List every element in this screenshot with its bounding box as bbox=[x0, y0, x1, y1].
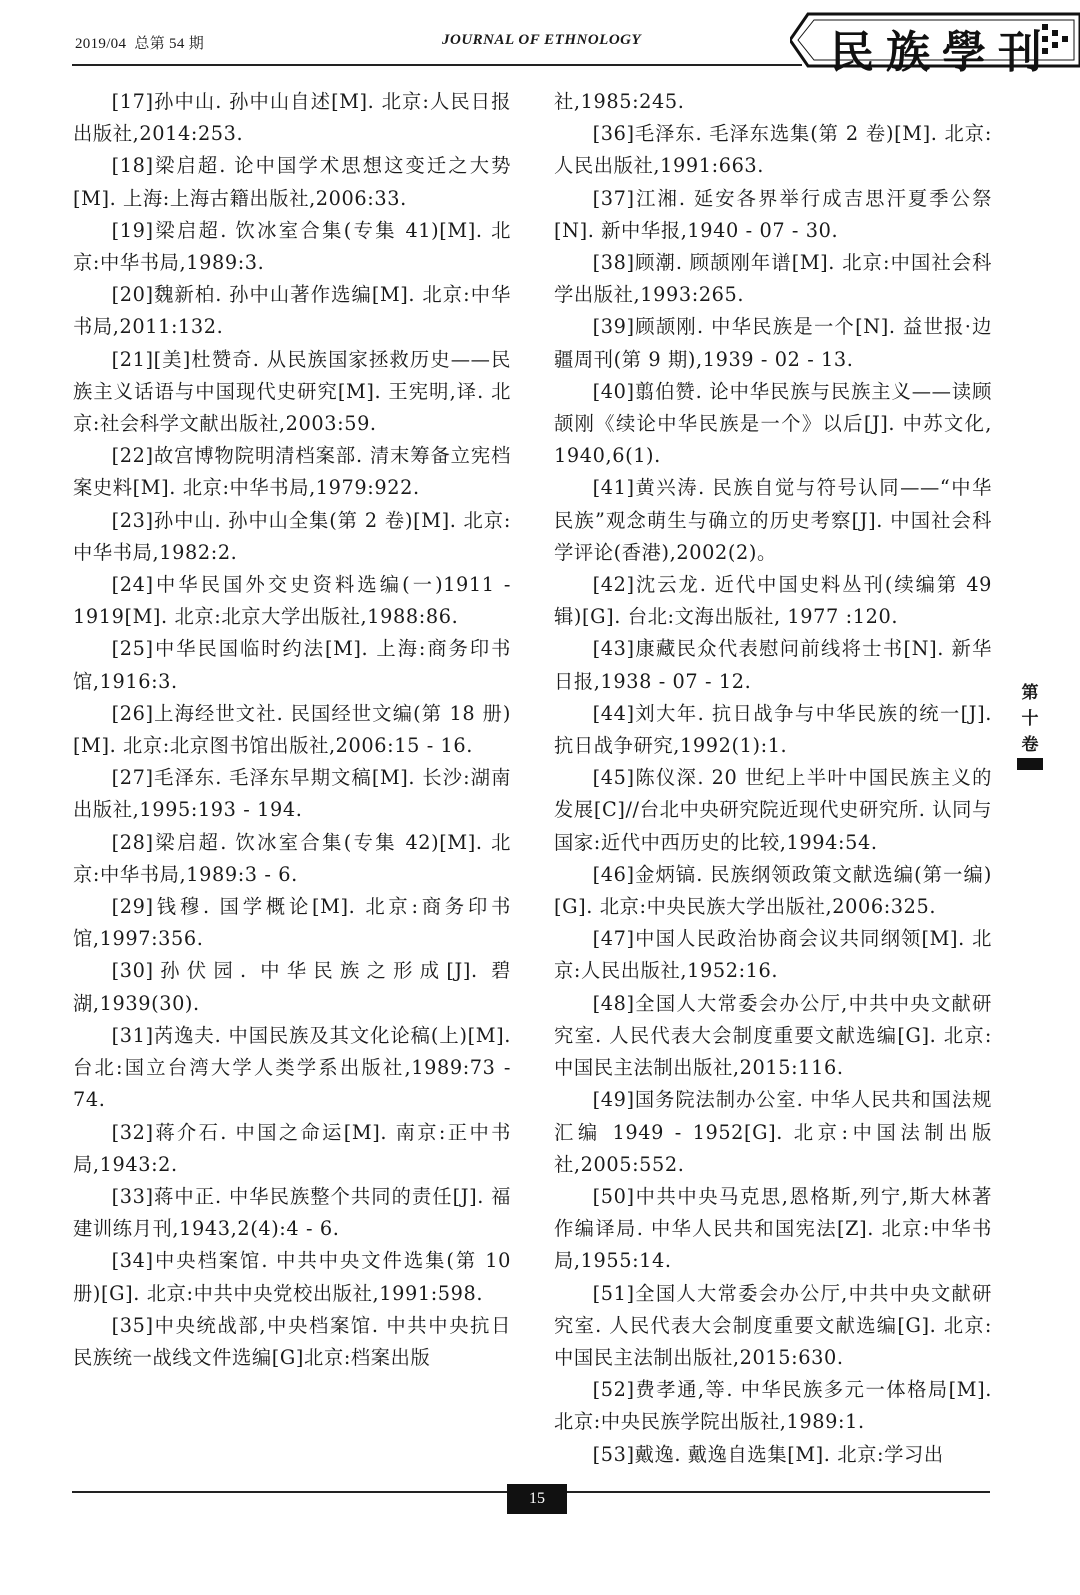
reference-50: [50]中共中央马克思,恩格斯,列宁,斯大林著作编译局. 中华人民共和国宪法[Z]. 北京:中华书局,1955:14. bbox=[554, 1184, 992, 1273]
reference-35-continuation: 社,1985:245. bbox=[554, 90, 685, 113]
page-number: 15 bbox=[507, 1484, 567, 1514]
reference-48: [48]全国人大常委会办公厅,中共中央文献研究室. 人民代表大会制度重要文献选编[G]. 北京:中国民主法制出版社,2015:116. bbox=[554, 991, 992, 1080]
reference-33: [33]蒋中正. 中华民族整个共同的责任[J]. 福建训练月刊,1943,2(4):4 - 6. bbox=[73, 1184, 511, 1241]
reference-34: [34]中央档案馆. 中共中央文件选集(第 10 册)[G]. 北京:中共中央党校出版社,1991:598. bbox=[73, 1249, 511, 1305]
reference-38: [38]顾潮. 顾颉刚年谱[M]. 北京:中国社会科学出版社,1993:265. bbox=[554, 251, 992, 307]
reference-37: [37]江湘. 延安各界举行成吉思汗夏季公祭[N]. 新中华报,1940 - 07 - 30. bbox=[554, 186, 992, 242]
reference-41: [41]黄兴涛. 民族自觉与符号认同——“中华民族”观念萌生与确立的历史考察[J]. 中国社会科学评论(香港),2002(2)。 bbox=[554, 476, 992, 564]
header-rule bbox=[72, 64, 802, 66]
header-issue: 总第 54 期 bbox=[134, 36, 204, 52]
reference-49: [49]国务院法制办公室. 中华人民共和国法规汇编 1949 - 1952[G]. 北京:中国法制出版社,2005:552. bbox=[554, 1088, 992, 1176]
reference-42: [42]沈云龙. 近代中国史料丛刊(续编第 49 辑)[G]. 台北:文海出版社, 1977 :120. bbox=[554, 573, 992, 629]
volume-char-3: 卷 bbox=[1021, 735, 1039, 755]
reference-20: [20]魏新柏. 孙中山著作选编[M]. 北京:中华书局,2011:132. bbox=[73, 283, 511, 339]
reference-51: [51]全国人大常委会办公厅,中共中央文献研究室. 人民代表大会制度重要文献选编[G]. 北京:中国民主法制出版社,2015:630. bbox=[554, 1281, 992, 1369]
reference-32: [32]蒋介石. 中国之命运[M]. 南京:正中书局,1943:2. bbox=[73, 1120, 511, 1176]
references-left-column bbox=[73, 86, 511, 1374]
reference-52: [52]费孝通,等. 中华民族多元一体格局[M]. 北京:中央民族学院出版社,1989:1. bbox=[554, 1378, 992, 1434]
reference-46: [46]金炳镐. 民族纲领政策文献选编(第一编)[G]. 北京:中央民族大学出版社,2006:325. bbox=[554, 862, 992, 919]
reference-23: [23]孙中山. 孙中山全集(第 2 卷)[M]. 北京:中华书局,1982:2. bbox=[73, 508, 511, 564]
reference-29: [29]钱穆. 国学概论[M]. 北京:商务印书馆,1997:356. bbox=[73, 895, 511, 951]
reference-28: [28]梁启超. 饮冰室合集(专集 42)[M]. 北京:中华书局,1989:3 - 6. bbox=[73, 830, 511, 886]
masthead-title: 民族學刊 bbox=[830, 27, 1054, 78]
header-date: 2019/04 bbox=[75, 36, 127, 52]
reference-27: [27]毛泽东. 毛泽东早期文稿[M]. 长沙:湖南出版社,1995:193 - 194. bbox=[73, 766, 511, 822]
reference-39: [39]顾颉刚. 中华民族是一个[N]. 益世报·边疆周刊(第 9 期),1939 - 02 - 13. bbox=[554, 315, 992, 371]
reference-40: [40]翦伯赞. 论中华民族与民族主义——读顾颉刚《续论中华民族是一个》以后[J]. 中苏文化, 1940,6(1). bbox=[554, 379, 992, 468]
reference-45: [45]陈仪深. 20 世纪上半叶中国民族主义的发展[C]//台北中央研究院近现代史研究所. 认同与国家:近代中西历史的比较,1994:54. bbox=[554, 766, 992, 854]
reference-30: [30]孙伏园. 中华民族之形成[J]. 碧湖,1939(30). bbox=[73, 959, 511, 1015]
reference-25: [25]中华民国临时约法[M]. 上海:商务印书馆,1916:3. bbox=[73, 637, 511, 693]
reference-17: [17]孙中山. 孙中山自述[M]. 北京:人民日报出版社,2014:253. bbox=[73, 90, 511, 146]
volume-char-1: 第 bbox=[1021, 683, 1039, 703]
reference-44: [44]刘大年. 抗日战争与中华民族的统一[J]. 抗日战争研究,1992(1):1. bbox=[554, 701, 992, 758]
reference-53: [53]戴逸. 戴逸自选集[M]. 北京:学习出 bbox=[592, 1442, 944, 1466]
reference-31: [31]芮逸夫. 中国民族及其文化论稿(上)[M]. 台北:国立台湾大学人类学系出版社,1989:73 - 74. bbox=[73, 1023, 511, 1112]
volume-side-tab bbox=[1019, 680, 1041, 758]
volume-tab-bar bbox=[1017, 758, 1043, 770]
reference-19: [19]梁启超. 饮冰室合集(专集 41)[M]. 北京:中华书局,1989:3. bbox=[73, 218, 511, 275]
reference-35: [35]中央统战部,中央档案馆. 中共中央抗日民族统一战线文件选编[G]北京:档案出版 bbox=[73, 1313, 511, 1369]
volume-char-2: 十 bbox=[1021, 709, 1039, 729]
reference-26: [26]上海经世文社. 民国经世文编(第 18 册)[M]. 北京:北京图书馆出版社,2006:15 - 16. bbox=[73, 701, 511, 758]
header-date-issue bbox=[75, 32, 204, 53]
reference-22: [22]故宫博物院明清档案部. 清末筹备立宪档案史料[M]. 北京:中华书局,1979:922. bbox=[73, 444, 511, 500]
reference-21: [21][美]杜赞奇. 从民族国家拯救历史——民族主义话语与中国现代史研究[M]. 王宪明,译. 北京:社会科学文献出版社,2003:59. bbox=[73, 347, 511, 436]
journal-name: JOURNAL OF ETHNOLOGY bbox=[442, 32, 642, 48]
reference-24: [24]中华民国外交史资料选编(一)1911 - 1919[M]. 北京:北京大学出版社,1988:86. bbox=[73, 573, 511, 629]
reference-47: [47]中国人民政治协商会议共同纲领[M]. 北京:人民出版社,1952:16. bbox=[554, 927, 992, 983]
reference-36: [36]毛泽东. 毛泽东选集(第 2 卷)[M]. 北京:人民出版社,1991:663. bbox=[554, 122, 992, 178]
reference-18: [18]梁启超. 论中国学术思想这变迁之大势[M]. 上海:上海古籍出版社,2006:33. bbox=[73, 154, 511, 210]
references-right-column bbox=[554, 86, 992, 1471]
reference-43: [43]康藏民众代表慰问前线将士书[N]. 新华日报,1938 - 07 - 12. bbox=[554, 637, 992, 693]
